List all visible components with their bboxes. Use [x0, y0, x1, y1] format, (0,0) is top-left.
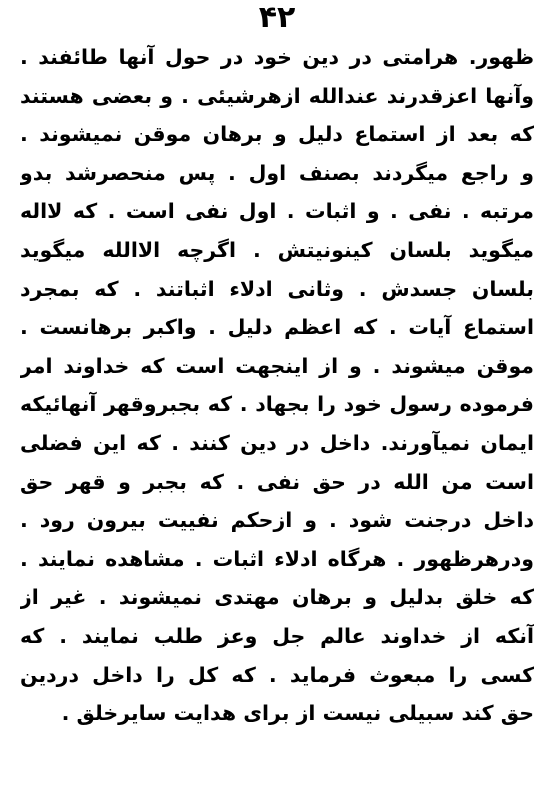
text-line-8: استماع آیات . که اعظم دلیل . واکبر برهانست . — [20, 315, 534, 340]
body-text — [20, 38, 534, 733]
text-line-4: و راجع میگردند بصنف اول . پس منحصرشد بدو — [20, 160, 534, 185]
text-line-3: که بعد از استماع دلیل و برهان موقن نمیشوند . — [20, 122, 534, 147]
text-line-13: داخل درجنت شود . و ازحکم نفییت بیرون رود . — [20, 508, 534, 533]
text-line-9: موقن میشوند . و از اینجهت است که خداوند امر — [20, 353, 534, 378]
text-line-14: ودرهرظهور . هرگاه ادلاء اثبات . مشاهده نمایند . — [20, 546, 534, 571]
text-line-7: بلسان جسدش . وثانی ادلاء اثباتند . که بمجرد — [20, 276, 534, 301]
text-line-18: حق کند سبیلی نیست از برای هدایت سایرخلق . — [61, 701, 534, 726]
text-line-1: ظهور. هرامتی در دین خود در حول آنها طائفند . — [20, 45, 534, 69]
page-number: ۴۲ — [258, 0, 296, 35]
text-line-17: کسی را مبعوث فرماید . که کل را داخل دردین — [20, 662, 534, 687]
text-line-16: آنکه از خداوند عالم جل وعز طلب نمایند . که — [20, 623, 534, 648]
text-line-15: که خلق بدلیل و برهان مهتدی نمیشوند . غیر از — [20, 585, 534, 610]
text-line-12: است من الله در حق نفی . که بجبر و قهر حق — [20, 469, 534, 494]
text-line-2: وآنها اعزقدرند عندالله ازهرشیئی . و بعضی هستند — [20, 83, 534, 108]
text-line-11: ایمان نمیآورند. داخل در دین کنند . که این فضلی — [20, 430, 534, 455]
text-line-10: فرموده رسول خود را بجهاد . که بجبروقهر آنهائیکه — [20, 392, 534, 417]
text-line-5: مرتبه . نفی . و اثبات . اول نفی است . که لااله — [20, 199, 534, 224]
text-line-6: میگوید بلسان کینونیتش . اگرچه الاالله میگوید — [20, 237, 534, 262]
